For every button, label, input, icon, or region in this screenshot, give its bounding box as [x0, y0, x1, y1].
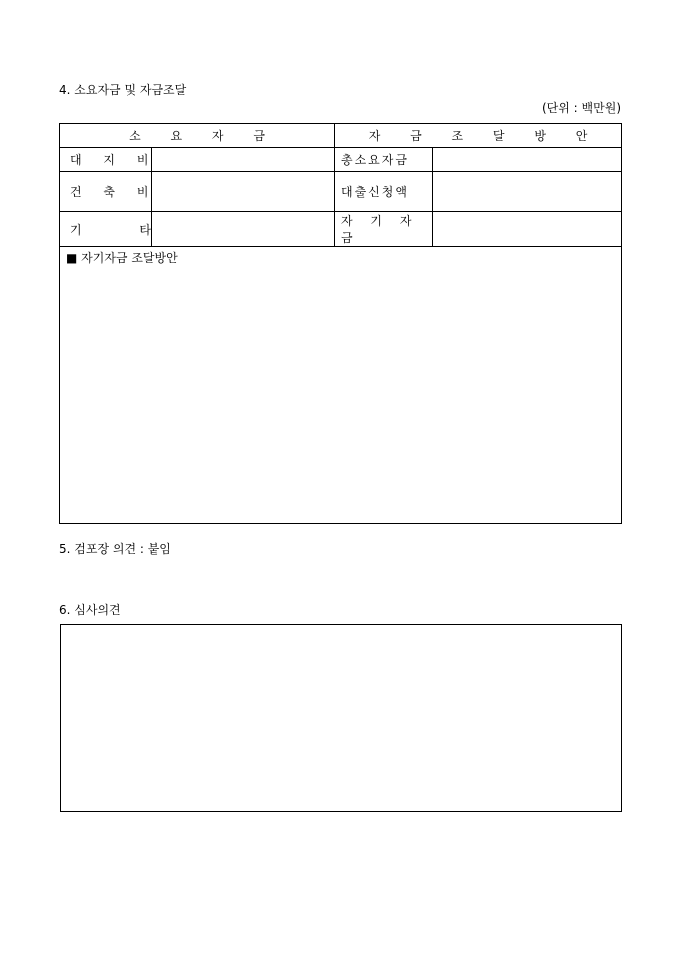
- header-required-funds: 소 요 자 금: [60, 124, 335, 148]
- header-funding-plan: 자 금 조 달 방 안: [335, 124, 622, 148]
- label-own-funds: 자 기 자 금: [335, 212, 433, 247]
- value-loan-request: [433, 172, 622, 212]
- value-construction-cost: [152, 172, 335, 212]
- label-loan-request: 대출신청액: [335, 172, 433, 212]
- table-row: [60, 148, 622, 172]
- label-land-cost: 대 지 비: [60, 148, 152, 172]
- label-construction-cost: 건 축 비: [60, 172, 152, 212]
- section-title-review: 6. 심사의견: [59, 603, 121, 617]
- table-row: [60, 212, 622, 247]
- funds-table: [59, 123, 622, 524]
- value-own-funds: [433, 212, 622, 247]
- section-title-funds: 4. 소요자금 및 자금조달: [59, 83, 187, 97]
- value-land-cost: [152, 148, 335, 172]
- table-row: [60, 172, 622, 212]
- review-opinion-box: [60, 624, 622, 812]
- section-inspector-opinion: 5. 검포장 의견 : 붙임: [59, 542, 171, 556]
- value-other: [152, 212, 335, 247]
- unit-label: (단위 : 백만원): [542, 101, 621, 115]
- label-total-required: 총소요자금: [335, 148, 433, 172]
- own-funds-plan-note: ■ 자기자금 조달방안: [60, 247, 622, 524]
- value-total-required: [433, 148, 622, 172]
- label-other: 기 타: [60, 212, 152, 247]
